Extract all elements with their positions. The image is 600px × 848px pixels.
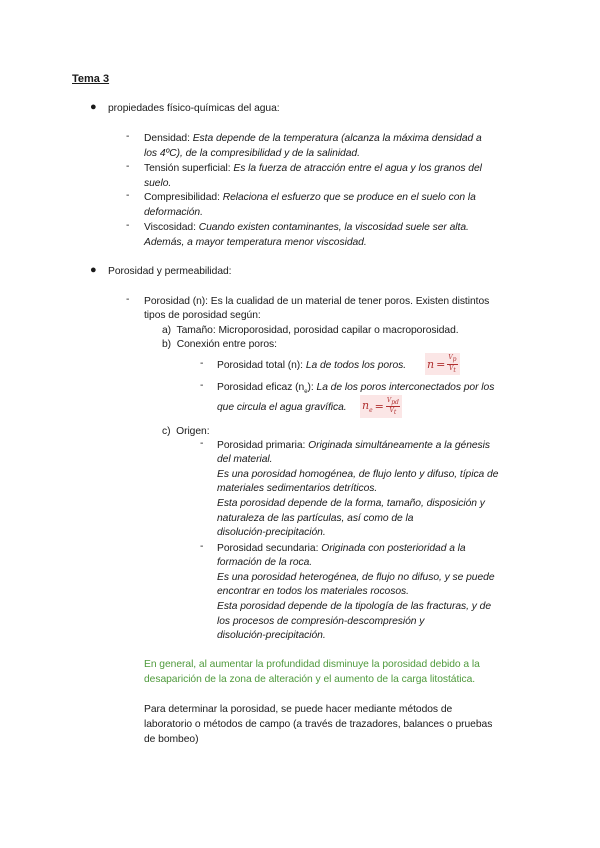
bullet-icon: ● — [90, 264, 97, 276]
list-item-viscosidad — [144, 220, 469, 235]
item-marker: b) — [162, 339, 172, 350]
formula-equals: = — [436, 357, 446, 371]
dash-icon: - — [126, 190, 130, 201]
formula-num: V — [448, 354, 453, 362]
formula-porosidad-eficaz — [360, 395, 402, 418]
dash-icon: - — [200, 380, 204, 391]
item-label: Porosidad total (n): — [217, 360, 303, 371]
formula-lhs-var: n — [362, 398, 370, 412]
final-paragraph-cont: de bombeo) — [144, 734, 199, 745]
formula-porosidad-total — [425, 353, 460, 375]
secundaria-line: Es una porosidad heterogénea, de flujo no difuso, y se puede — [217, 572, 495, 583]
dash-icon: - — [200, 541, 204, 552]
porosidad-primaria — [217, 438, 490, 453]
dash-icon: - — [126, 294, 130, 305]
formula-den-sub: t — [393, 409, 397, 417]
secundaria-line: encontrar en todos los materiales rocosos. — [217, 586, 409, 597]
item-label — [217, 382, 314, 396]
item-label: Conexión entre poros: — [176, 339, 277, 350]
item-label: Tensión superficial: — [144, 163, 231, 174]
porosidad-eficaz-cont: que circula el agua gravífica. — [217, 402, 347, 413]
formula-den-sub: t — [453, 366, 456, 374]
item-text-cont: los 4ºC), de la compresibilidad y de la salinidad. — [144, 148, 360, 159]
item-text: Originada con posterioridad a la — [321, 543, 466, 554]
dash-icon: - — [126, 220, 130, 231]
item-text: Es la fuerza de atracción entre el agua y los granos del — [233, 163, 482, 174]
page-title: Tema 3 — [72, 73, 110, 85]
label-post: ): — [307, 382, 314, 393]
green-note-cont: desaparición de la zona de alteración y el aumento de la carga litostática. — [144, 674, 476, 685]
item-text: Cuando existen contaminantes, la viscosidad suele ser alta. — [198, 222, 469, 233]
green-note: En general, al aumentar la profundidad disminuye la porosidad debido a la — [144, 659, 480, 670]
list-item-compresibilidad — [144, 190, 476, 205]
item-label: Porosidad primaria: — [217, 440, 306, 451]
porosidad-secundaria — [217, 541, 466, 556]
item-label: Viscosidad: — [144, 222, 196, 233]
primaria-line: Esta porosidad depende de la forma, tamaño, disposición y — [217, 498, 485, 509]
dash-icon: - — [200, 358, 204, 369]
dash-icon: - — [200, 438, 204, 449]
item-marker: a) — [162, 325, 172, 336]
list-item-densidad — [144, 131, 482, 146]
section1-heading: propiedades físico-químicas del agua: — [108, 103, 280, 114]
item-label: Tamaño: — [176, 325, 216, 336]
dash-icon: - — [126, 161, 130, 172]
bullet-icon: ● — [90, 101, 97, 113]
sublist-item-tamano — [162, 323, 459, 338]
list-item-tension — [144, 161, 482, 176]
item-label: Compresibilidad: — [144, 192, 220, 203]
formula-num-sub: p — [452, 356, 457, 364]
sublist-item-conexion — [162, 337, 277, 352]
item-text: Relaciona el esfuerzo que se produce en el suelo con la — [222, 192, 476, 203]
primaria-line: Es una porosidad homogénea, de flujo lento y difuso, típica de — [217, 469, 499, 480]
final-paragraph-cont: laboratorio o métodos de campo (a través de trazadores, balances o pruebas — [144, 719, 493, 730]
item-label: Densidad: — [144, 133, 190, 144]
formula-equals: = — [374, 400, 384, 413]
item-text: Esta depende de la temperatura (alcanza la máxima densidad a — [192, 133, 482, 144]
item-label: Porosidad secundaria: — [217, 543, 319, 554]
formula-lhs: n — [427, 357, 435, 371]
formula-den: V — [389, 407, 394, 414]
secundaria-line: disolución-precipitación. — [217, 630, 326, 641]
primaria-line: del material. — [217, 454, 273, 465]
formula-den: V — [449, 364, 454, 372]
item-text: Microporosidad, porosidad capilar o macroporosidad. — [218, 325, 459, 336]
item-text: Originada simultáneamente a la génesis — [308, 440, 490, 451]
formula-lhs — [362, 399, 373, 414]
porosidad-eficaz — [217, 380, 494, 400]
formula-fraction — [386, 397, 400, 416]
formula-num-sub: pd — [391, 399, 399, 406]
primaria-line: materiales sedimentarios detríticos. — [217, 483, 378, 494]
formula-lhs-sub: e — [369, 407, 373, 415]
porosidad-total — [217, 358, 406, 373]
item-text-cont: Además, a mayor temperatura menor viscosidad. — [144, 237, 367, 248]
item-marker: c) — [162, 426, 171, 437]
item-text-cont: deformación. — [144, 207, 203, 218]
primaria-line: naturaleza de las partículas, así como de la — [217, 513, 414, 524]
formula-num: V — [386, 396, 392, 404]
label-pre: Porosidad eficaz (n — [217, 382, 305, 393]
final-paragraph: Para determinar la porosidad, se puede hacer mediante métodos de — [144, 704, 453, 715]
sublist-item-origen — [162, 424, 210, 439]
formula-fraction — [447, 354, 457, 373]
item-label: Origen: — [176, 426, 210, 437]
secundaria-line: formación de la roca. — [217, 557, 313, 568]
secundaria-line: Esta porosidad depende de la tipología de las fracturas, y de — [217, 601, 492, 612]
dash-icon: - — [126, 131, 130, 142]
porosidad-def: Porosidad (n): Es la cualidad de un material de tener poros. Existen distintos — [144, 296, 490, 307]
item-text-cont: suelo. — [144, 178, 172, 189]
section2-heading: Porosidad y permeabilidad: — [108, 266, 232, 277]
porosidad-def-cont: tipos de porosidad según: — [144, 310, 261, 321]
primaria-line: disolución-precipitación. — [217, 527, 326, 538]
item-text: La de los poros interconectados por los — [316, 382, 495, 393]
item-text: La de todos los poros. — [305, 360, 407, 371]
secundaria-line: los procesos de compresión-descompresión y — [217, 616, 425, 627]
label-sub: e — [304, 389, 308, 396]
